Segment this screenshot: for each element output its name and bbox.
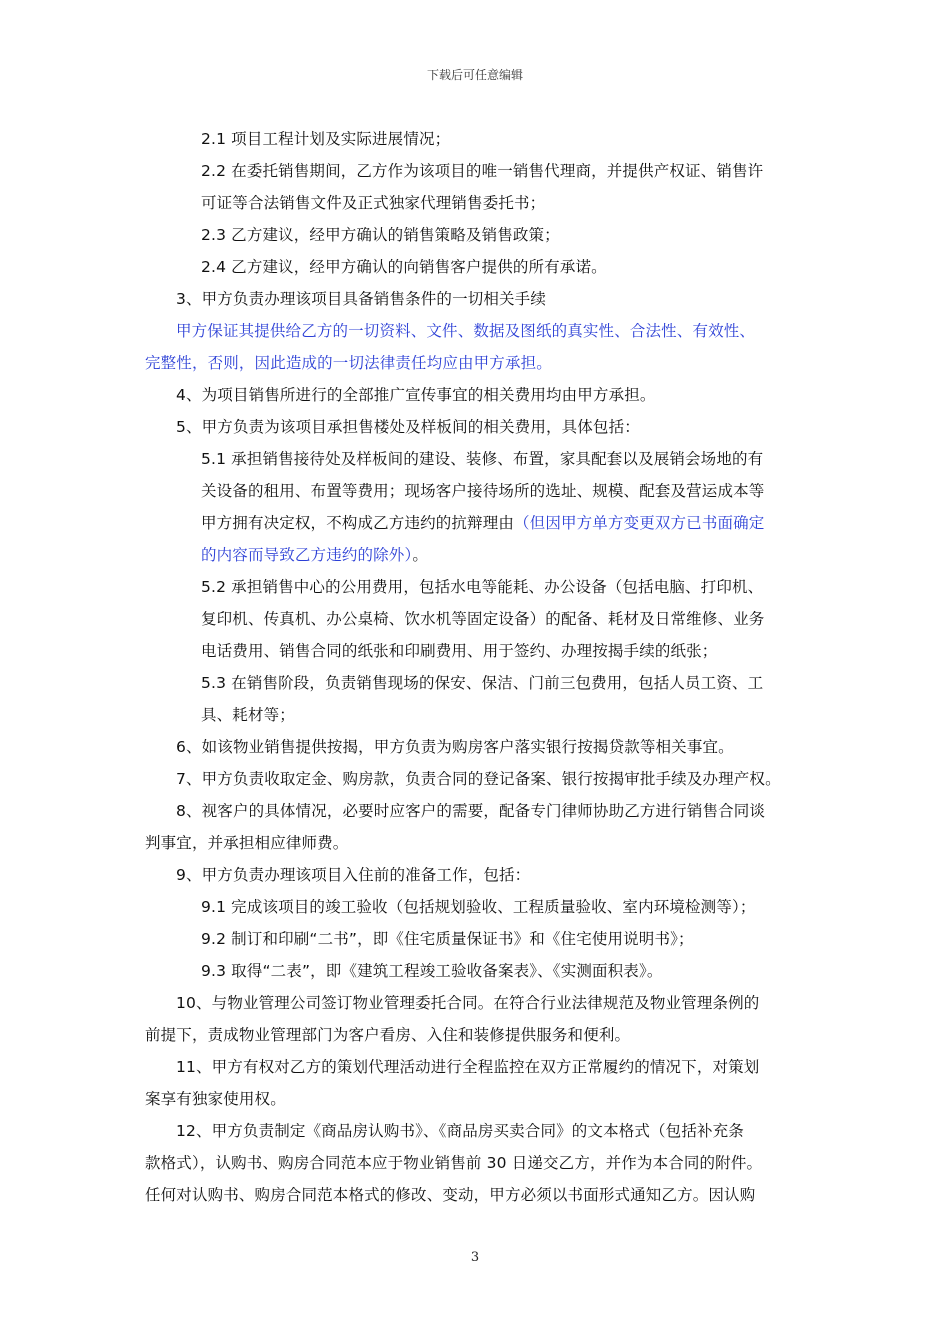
text-line: 复印机、传真机、办公桌椅、饮水机等固定设备）的配备、耗材及日常维修、业务 (201, 610, 765, 628)
text-line: 2.2 在委托销售期间，乙方作为该项目的唯一销售代理商，并提供产权证、销售许 (201, 162, 764, 180)
highlighted-text-segment: （但因甲方单方变更双方已书面确定 (514, 514, 765, 532)
text-line: 5.3 在销售阶段，负责销售现场的保安、保洁、门前三包费用，包括人员工资、工 (201, 674, 764, 692)
text-line: 前提下，责成物业管理部门为客户看房、入住和装修提供服务和便利。 (145, 1026, 631, 1044)
section-heading: 4、为项目销售所进行的全部推广宣传事宜的相关费用均由甲方承担。 (176, 386, 656, 404)
text-line: 9.3 取得“二表”，即《建筑工程竣工验收备案表》、《实测面积表》。 (201, 962, 663, 980)
text-line (201, 544, 428, 566)
section-heading: 8、视客户的具体情况，必要时应客户的需要，配备专门律师协助乙方进行销售合同谈 (176, 802, 766, 820)
highlighted-text-segment: 的内容而导致乙方违约的除外） (201, 546, 413, 564)
section-heading: 5、甲方负责为该项目承担售楼处及样板间的相关费用，具体包括： (176, 418, 640, 436)
text-line: 可证等合法销售文件及正式独家代理销售委托书； (201, 194, 546, 212)
text-line: 5.2 承担销售中心的公用费用，包括水电等能耗、办公设备（包括电脑、打印机、 (201, 578, 764, 596)
text-line: 5.1 承担销售接待处及样板间的建设、装修、布置，家具配套以及展销会场地的有 (201, 450, 764, 468)
section-heading: 11、甲方有权对乙方的策划代理活动进行全程监控在双方正常履约的情况下，对策划 (176, 1058, 760, 1076)
section-heading: 3、甲方负责办理该项目具备销售条件的一切相关手续 (176, 290, 546, 308)
highlighted-text-line: 完整性，否则，因此造成的一切法律责任均应由甲方承担。 (145, 354, 552, 372)
section-heading: 10、与物业管理公司签订物业管理委托合同。在符合行业法律规范及物业管理条例的 (176, 994, 760, 1012)
text-line: 案享有独家使用权。 (145, 1090, 286, 1108)
section-heading: 6、如该物业销售提供按揭，甲方负责为购房客户落实银行按揭贷款等相关事宜。 (176, 738, 734, 756)
text-line: 关设备的租用、布置等费用；现场客户接待场所的选址、规模、配套及营运成本等 (201, 482, 765, 500)
text-line: 判事宜，并承担相应律师费。 (145, 834, 349, 852)
text-line: 2.3 乙方建议，经甲方确认的销售策略及销售政策； (201, 226, 560, 244)
text-line: 任何对认购书、购房合同范本格式的修改、变动，甲方必须以书面形式通知乙方。因认购 (145, 1186, 756, 1204)
section-heading: 7、甲方负责收取定金、购房款，负责合同的登记备案、银行按揭审批手续及办理产权。 (176, 770, 781, 788)
section-heading: 12、甲方负责制定《商品房认购书》、《商品房买卖合同》的文本格式（包括补充条 (176, 1122, 744, 1140)
text-line: 2.1 项目工程计划及实际进展情况； (201, 130, 451, 148)
text-line (201, 512, 764, 534)
text-segment: 甲方拥有决定权，不构成乙方违约的抗辩理由 (201, 514, 515, 532)
text-line: 款格式），认购书、购房合同范本应于物业销售前 30 日递交乙方，并作为本合同的附件。 (145, 1154, 763, 1172)
text-line: 具、耗材等； (201, 706, 295, 724)
section-heading: 9、甲方负责办理该项目入住前的准备工作，包括： (176, 866, 531, 884)
text-line: 电话费用、销售合同的纸张和印刷费用、用于签约、办理按揭手续的纸张； (201, 642, 718, 660)
text-line: 9.2 制订和印刷“二书”，即《住宅质量保证书》和《住宅使用说明书》； (201, 930, 694, 948)
page-header: 下载后可任意编辑 (426, 68, 523, 82)
page-number: 3 (470, 1250, 480, 1265)
highlighted-text-line: 甲方保证其提供给乙方的一切资料、文件、数据及图纸的真实性、合法性、有效性、 (176, 322, 756, 340)
text-line: 2.4 乙方建议，经甲方确认的向销售客户提供的所有承诺。 (201, 258, 607, 276)
text-segment: 。 (412, 546, 429, 564)
text-line: 9.1 完成该项目的竣工验收（包括规划验收、工程质量验收、室内环境检测等）； (201, 898, 756, 916)
